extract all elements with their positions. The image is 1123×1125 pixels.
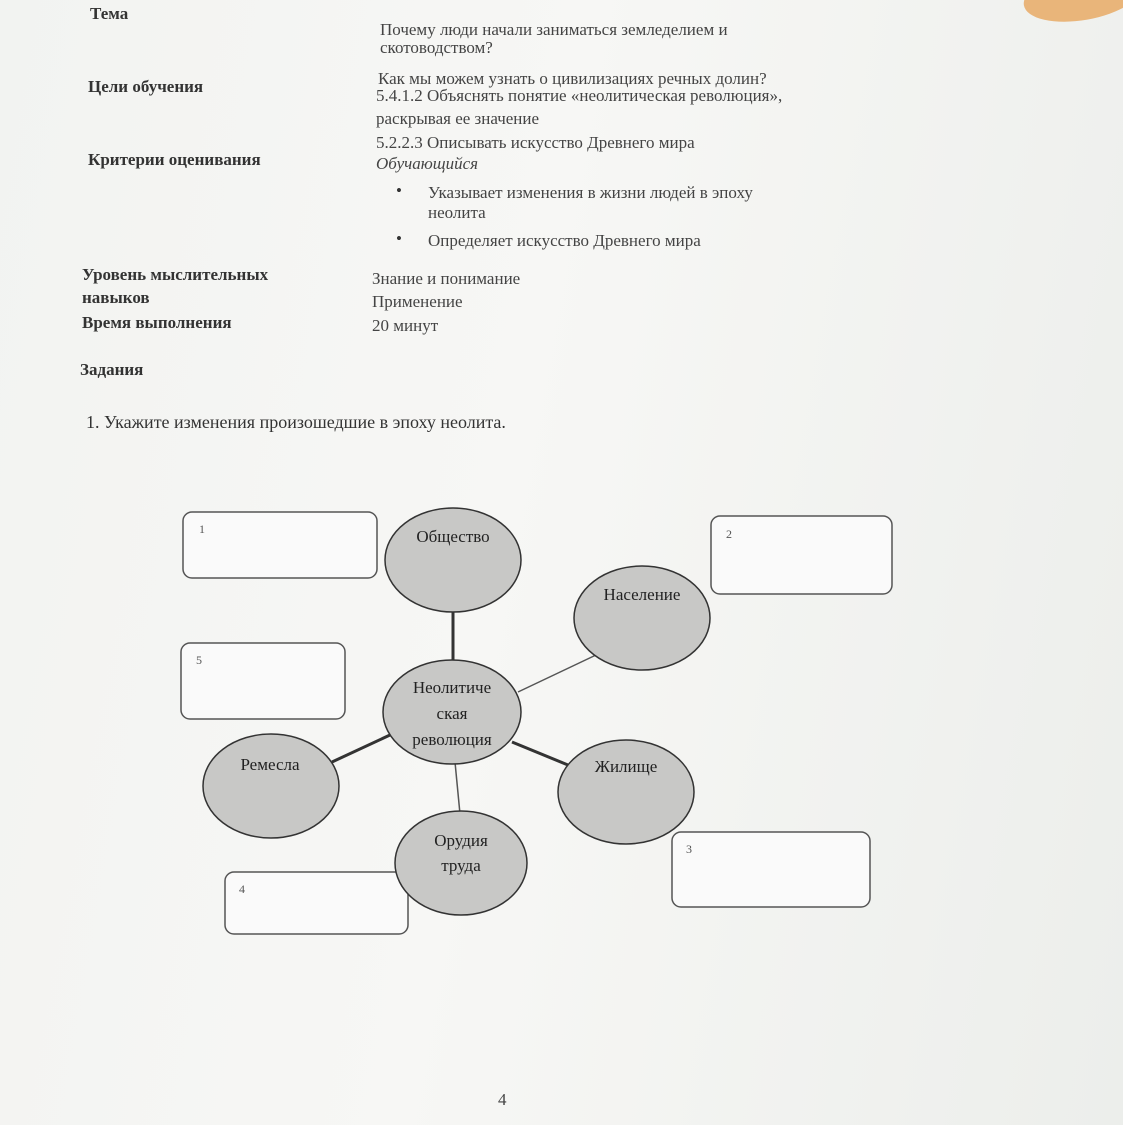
topic-line-2: скотоводством? — [380, 38, 493, 57]
criteria-intro: Обучающийся — [376, 154, 479, 173]
task-1-text: 1. Укажите изменения произошедшие в эпоху неолита. — [86, 412, 506, 432]
node-population — [574, 566, 710, 670]
connector-tools — [455, 762, 460, 814]
topic-label: Тема — [90, 4, 129, 23]
answer-box-5[interactable] — [181, 643, 345, 719]
center-label-line-1: Неолитиче — [412, 678, 492, 697]
goals-label: Цели обучения — [88, 77, 204, 96]
topic-line-3: Как мы можем узнать о цивилизациях речных долин? — [378, 69, 767, 88]
goals-line-3: 5.2.2.3 Описывать искусство Древнего мира — [376, 133, 695, 152]
bullet-dot-1: • — [396, 181, 402, 200]
answer-box-2[interactable] — [711, 516, 892, 594]
criteria-item-2: Определяет искусство Древнего мира — [428, 231, 701, 250]
goals-line-2: раскрывая ее значение — [376, 109, 540, 128]
node-crafts — [203, 734, 339, 838]
criteria-item-1-line-2: неолита — [428, 203, 486, 222]
node-tools-label-line-1: Орудия — [434, 831, 488, 850]
answer-box-1[interactable] — [183, 512, 377, 578]
bullet-dot-2: • — [396, 229, 402, 248]
skills-value-2: Применение — [372, 292, 463, 311]
connector-dwelling — [512, 742, 568, 765]
node-society — [385, 508, 521, 612]
tasks-heading: Задания — [80, 360, 144, 379]
page-number: 4 — [498, 1090, 507, 1109]
answer-box-5-number: 5 — [196, 653, 202, 667]
answer-box-4[interactable] — [225, 872, 408, 934]
skills-label-line-1: Уровень мыслительных — [82, 265, 269, 284]
center-label-line-3: революция — [412, 730, 492, 749]
connector-population — [518, 655, 596, 692]
node-crafts-label: Ремесла — [240, 755, 300, 774]
criteria-item-1-line-1: Указывает изменения в жизни людей в эпоху — [428, 183, 753, 202]
node-population-label: Население — [603, 585, 681, 604]
center-label-line-2: ская — [436, 704, 468, 723]
node-society-label: Общество — [416, 527, 490, 546]
time-value: 20 минут — [372, 316, 439, 335]
skills-value-1: Знание и понимание — [372, 269, 521, 288]
connector-crafts — [332, 735, 390, 762]
answer-box-2-number: 2 — [726, 527, 732, 541]
node-tools-label-line-2: труда — [441, 856, 481, 875]
node-dwelling-label: Жилище — [594, 757, 658, 776]
skills-label-line-2: навыков — [82, 288, 150, 307]
topic-line-1: Почему люди начали заниматься земледелием и — [380, 20, 728, 39]
criteria-label: Критерии оценивания — [88, 150, 261, 169]
node-dwelling — [558, 740, 694, 844]
answer-box-3[interactable] — [672, 832, 870, 907]
time-label: Время выполнения — [82, 313, 232, 332]
answer-box-4-number: 4 — [239, 882, 245, 896]
answer-box-1-number: 1 — [199, 522, 205, 536]
answer-box-3-number: 3 — [686, 842, 692, 856]
goals-line-1: 5.4.1.2 Объяснять понятие «неолитическая революция», — [376, 86, 783, 105]
